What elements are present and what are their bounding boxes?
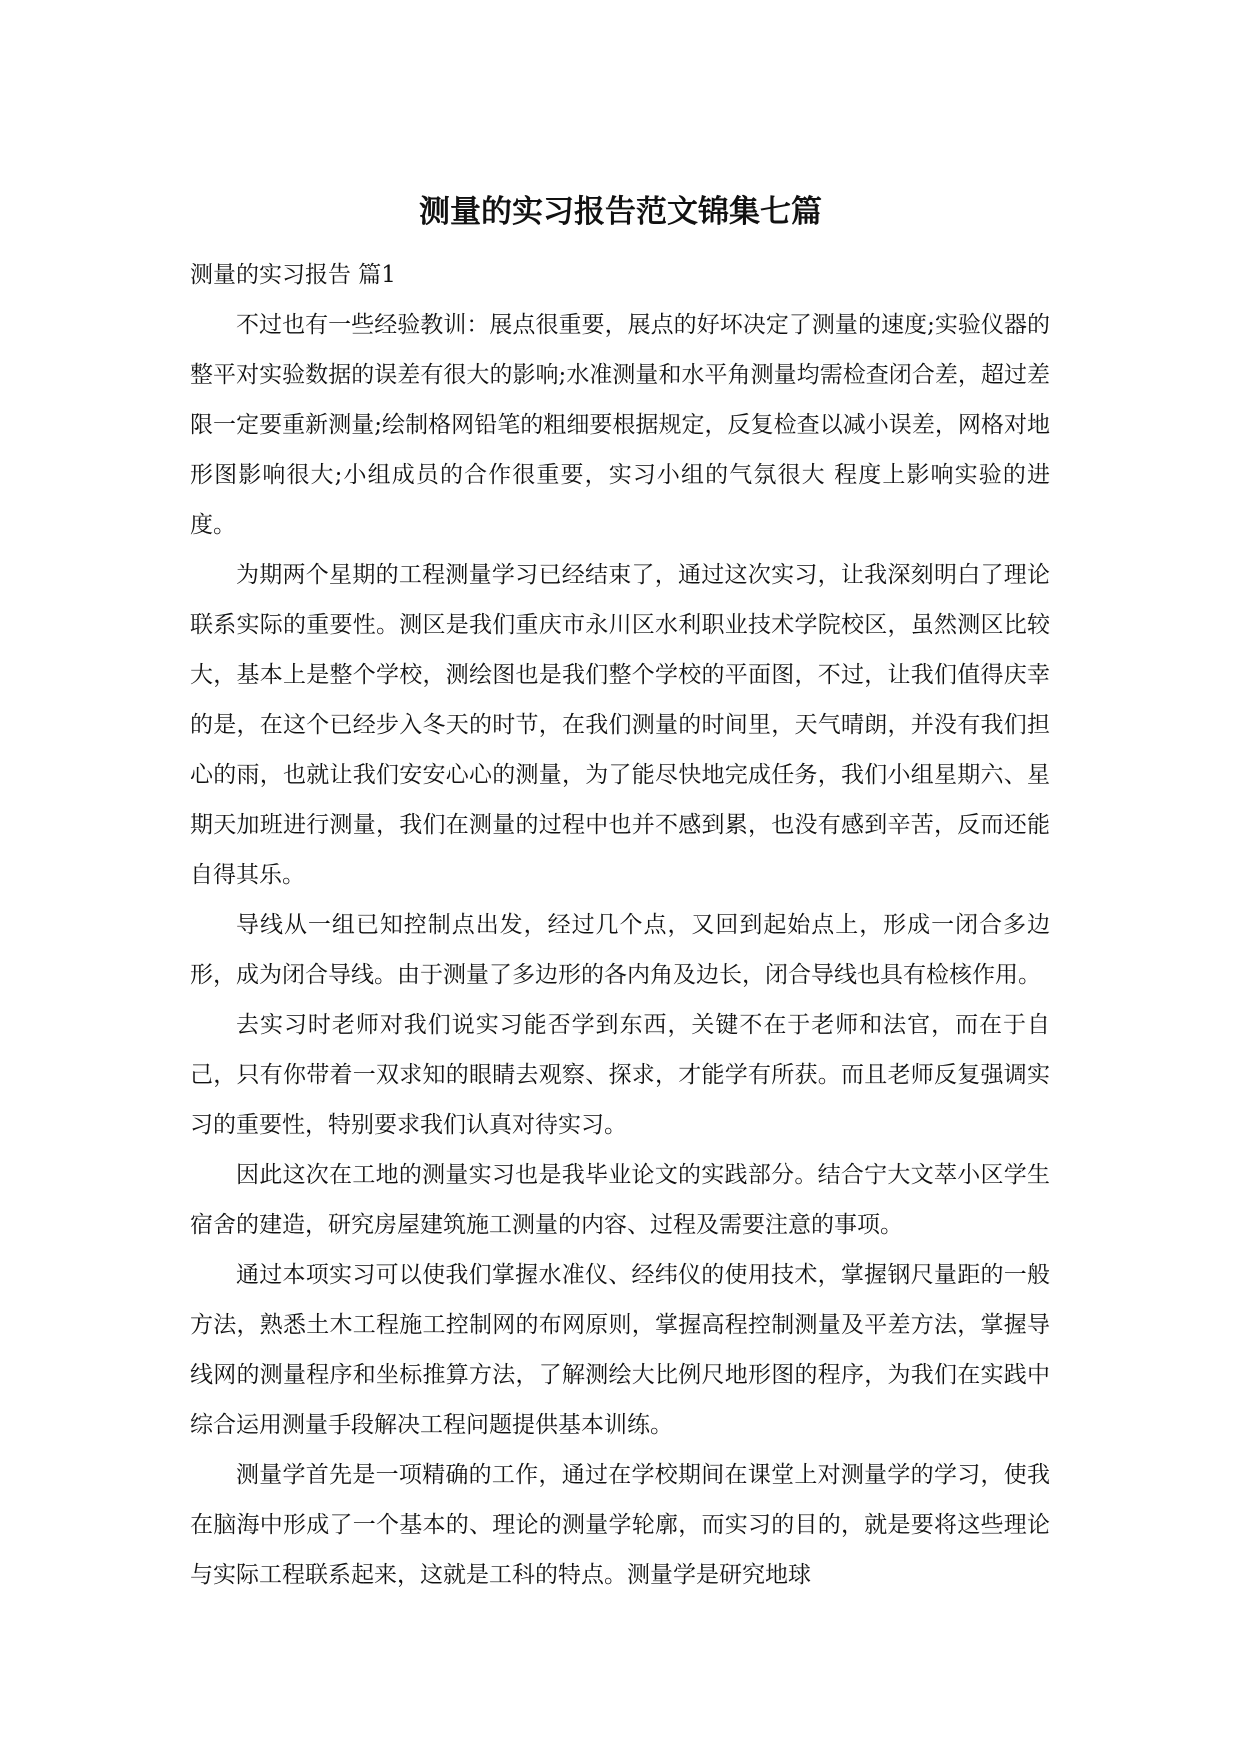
document-body [190,250,1050,1600]
paragraph-4: 去实习时老师对我们说实习能否学到东西，关键不在于老师和法官，而在于自己，只有你带着一双求知的眼睛去观察、探求，才能学有所获。而且老师反复强调实习的重要性，特别要求我们认真对待实习。 [190,1012,1050,1138]
paragraph-1: 不过也有一些经验教训：展点很重要，展点的好坏决定了测量的速度;实验仪器的整平对实验数据的误差有很大的影响;水准测量和水平角测量均需检查闭合差，超过差限一定要重新测量;绘制格网铅笔的粗细要根据规定，反复检查以减小误差，网格对地形图影响很大;小组成员的合作很重要，实习小组的气氛很大 程度上影响实验的进度。 [190,312,1050,538]
paragraph-2: 为期两个星期的工程测量学习已经结束了，通过这次实习，让我深刻明白了理论联系实际的重要性。测区是我们重庆市永川区水利职业技术学院校区，虽然测区比较大，基本上是整个学校，测绘图也是我们整个学校的平面图，不过，让我们值得庆幸的是，在这个已经步入冬天的时节，在我们测量的时间里，天气晴朗，并没有我们担心的雨，也就让我们安安心心的测量，为了能尽快地完成任务，我们小组星期六、星期天加班进行测量，我们在测量的过程中也并不感到累，也没有感到辛苦，反而还能自得其乐。 [190,562,1050,888]
paragraph-7: 测量学首先是一项精确的工作，通过在学校期间在课堂上对测量学的学习，使我在脑海中形成了一个基本的、理论的测量学轮廓，而实习的目的，就是要将这些理论与实际工程联系起来，这就是工科的特点。测量学是研究地球 [190,1462,1050,1588]
paragraph-5: 因此这次在工地的测量实习也是我毕业论文的实践部分。结合宁大文萃小区学生宿舍的建造，研究房屋建筑施工测量的内容、过程及需要注意的事项。 [190,1162,1050,1238]
paragraph-3: 导线从一组已知控制点出发，经过几个点，又回到起始点上，形成一闭合多边形，成为闭合导线。由于测量了多边形的各内角及边长，闭合导线也具有检核作用。 [190,912,1050,988]
paragraph-6: 通过本项实习可以使我们掌握水准仪、经纬仪的使用技术，掌握钢尺量距的一般方法，熟悉土木工程施工控制网的布网原则，掌握高程控制测量及平差方法，掌握导线网的测量程序和坐标推算方法，了解测绘大比例尺地形图的程序，为我们在实践中综合运用测量手段解决工程问题提供基本训练。 [190,1262,1050,1438]
document-title: 测量的实习报告范文锦集七篇 [419,194,822,230]
section-heading: 测量的实习报告 篇1 [190,262,396,288]
